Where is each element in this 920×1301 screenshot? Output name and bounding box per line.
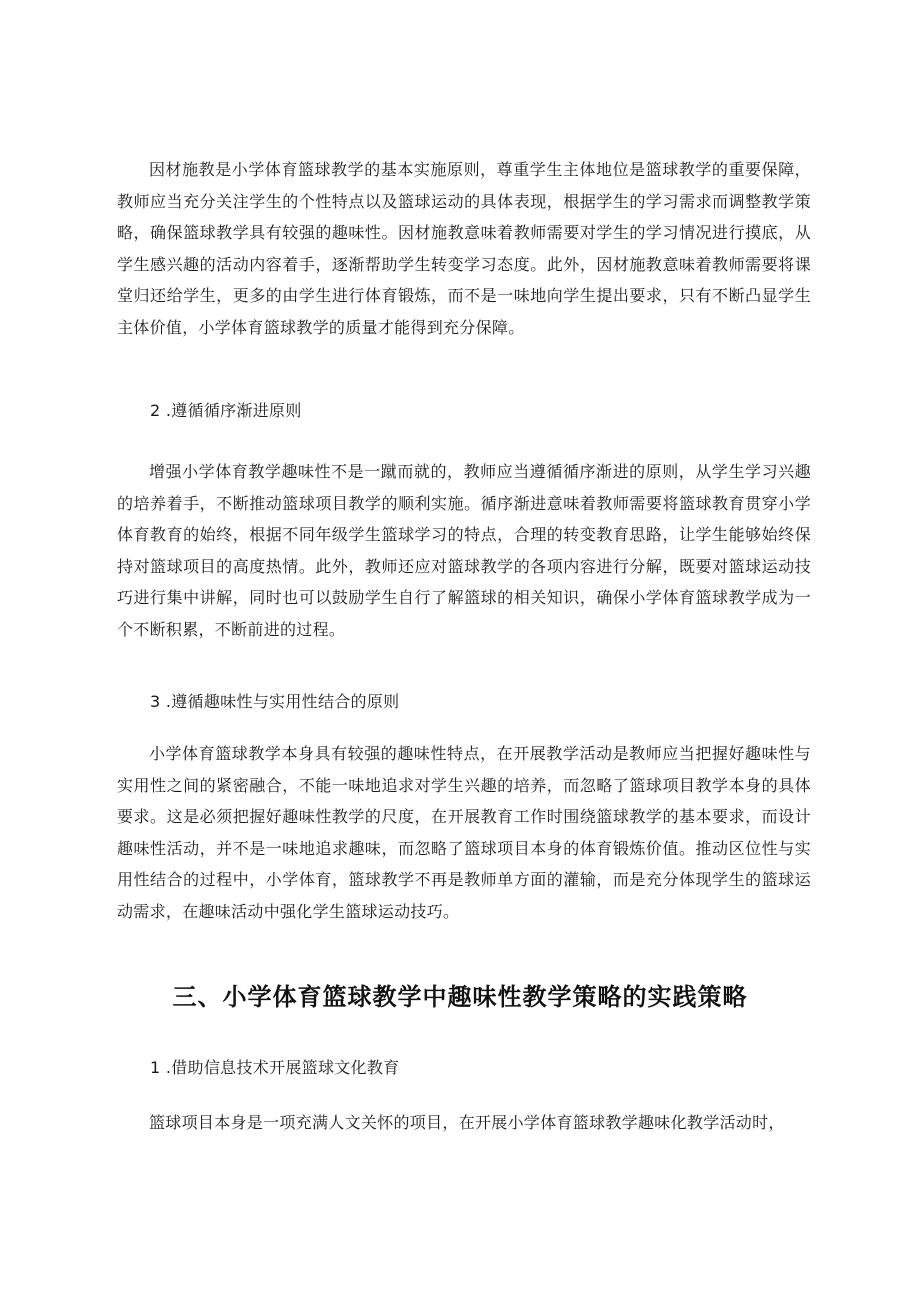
subheading-fun-and-practicality: 3 .遵循趣味性与实用性结合的原则 — [150, 692, 400, 711]
subheading-gradual-progress: 2 .遵循循序渐进原则 — [150, 401, 302, 420]
paragraph-basketball-culture: 篮球项目本身是一项充满人文关怀的项目，在开展小学体育篮球教学趣味化教学活动时， — [149, 1113, 785, 1132]
paragraph-fun-and-practicality: 小学体育篮球教学本身具有较强的趣味性特点，在开展教学活动是教师应当把握好趣味性与实用性之间的紧密融合，不能一味地追求对学生兴趣的培养，而忽略了篮球项目教学本身的具体要求。这是必须把握好趣味性教学的尺度，在开展教育工作时围绕篮球教学的基本要求，而设计趣味性活动，并不是一味地追求趣味，而忽略了篮球项目本身的体育锻炼价值。推动区位性与实用性结合的过程中，小学体育，篮球教学不再是教师单方面的灌输，而是充分体现学生的篮球运动需求，在趣味活动中强化学生篮球运动技巧。 — [117, 744, 811, 921]
paragraph-teaching-according-to-aptitude: 因材施教是小学体育篮球教学的基本实施原则，尊重学生主体地位是篮球教学的重要保障，教师应当充分关注学生的个性特点以及篮球运动的具体表现，根据学生的学习需求而调整教学策略，确保篮球教学具有较强的趣味性。因材施教意味着教师需要对学生的学习情况进行摸底，从学生感兴趣的活动内容着手，逐渐帮助学生转变学习态度。此外，因材施教意味着教师需要将课堂归还给学生，更多的由学生进行体育锻炼，而不是一味地向学生提出要求，只有不断凸显学生主体价值，小学体育篮球教学的质量才能得到充分保障。 — [117, 160, 811, 337]
paragraph-gradual-progress: 增强小学体育教学趣味性不是一蹴而就的，教师应当遵循循序渐进的原则，从学生学习兴趣的培养着手，不断推动篮球项目教学的顺利实施。循序渐进意味着教师需要将篮球教育贯穿小学体育教育的始终，根据不同年级学生篮球学习的特点，合理的转变教育思路，让学生能够始终保持对篮球项目的高度热情。此外，教师还应对篮球教学的各项内容进行分解，既要对篮球运动技巧进行集中讲解，同时也可以鼓励学生自行了解篮球的相关知识，确保小学体育篮球教学成为一个不断积累，不断前进的过程。 — [117, 462, 811, 639]
subheading-information-technology: 1 .借助信息技术开展篮球文化教育 — [150, 1058, 400, 1077]
section-title: 三、小学体育篮球教学中趣味性教学策略的实践策略 — [172, 982, 748, 1011]
